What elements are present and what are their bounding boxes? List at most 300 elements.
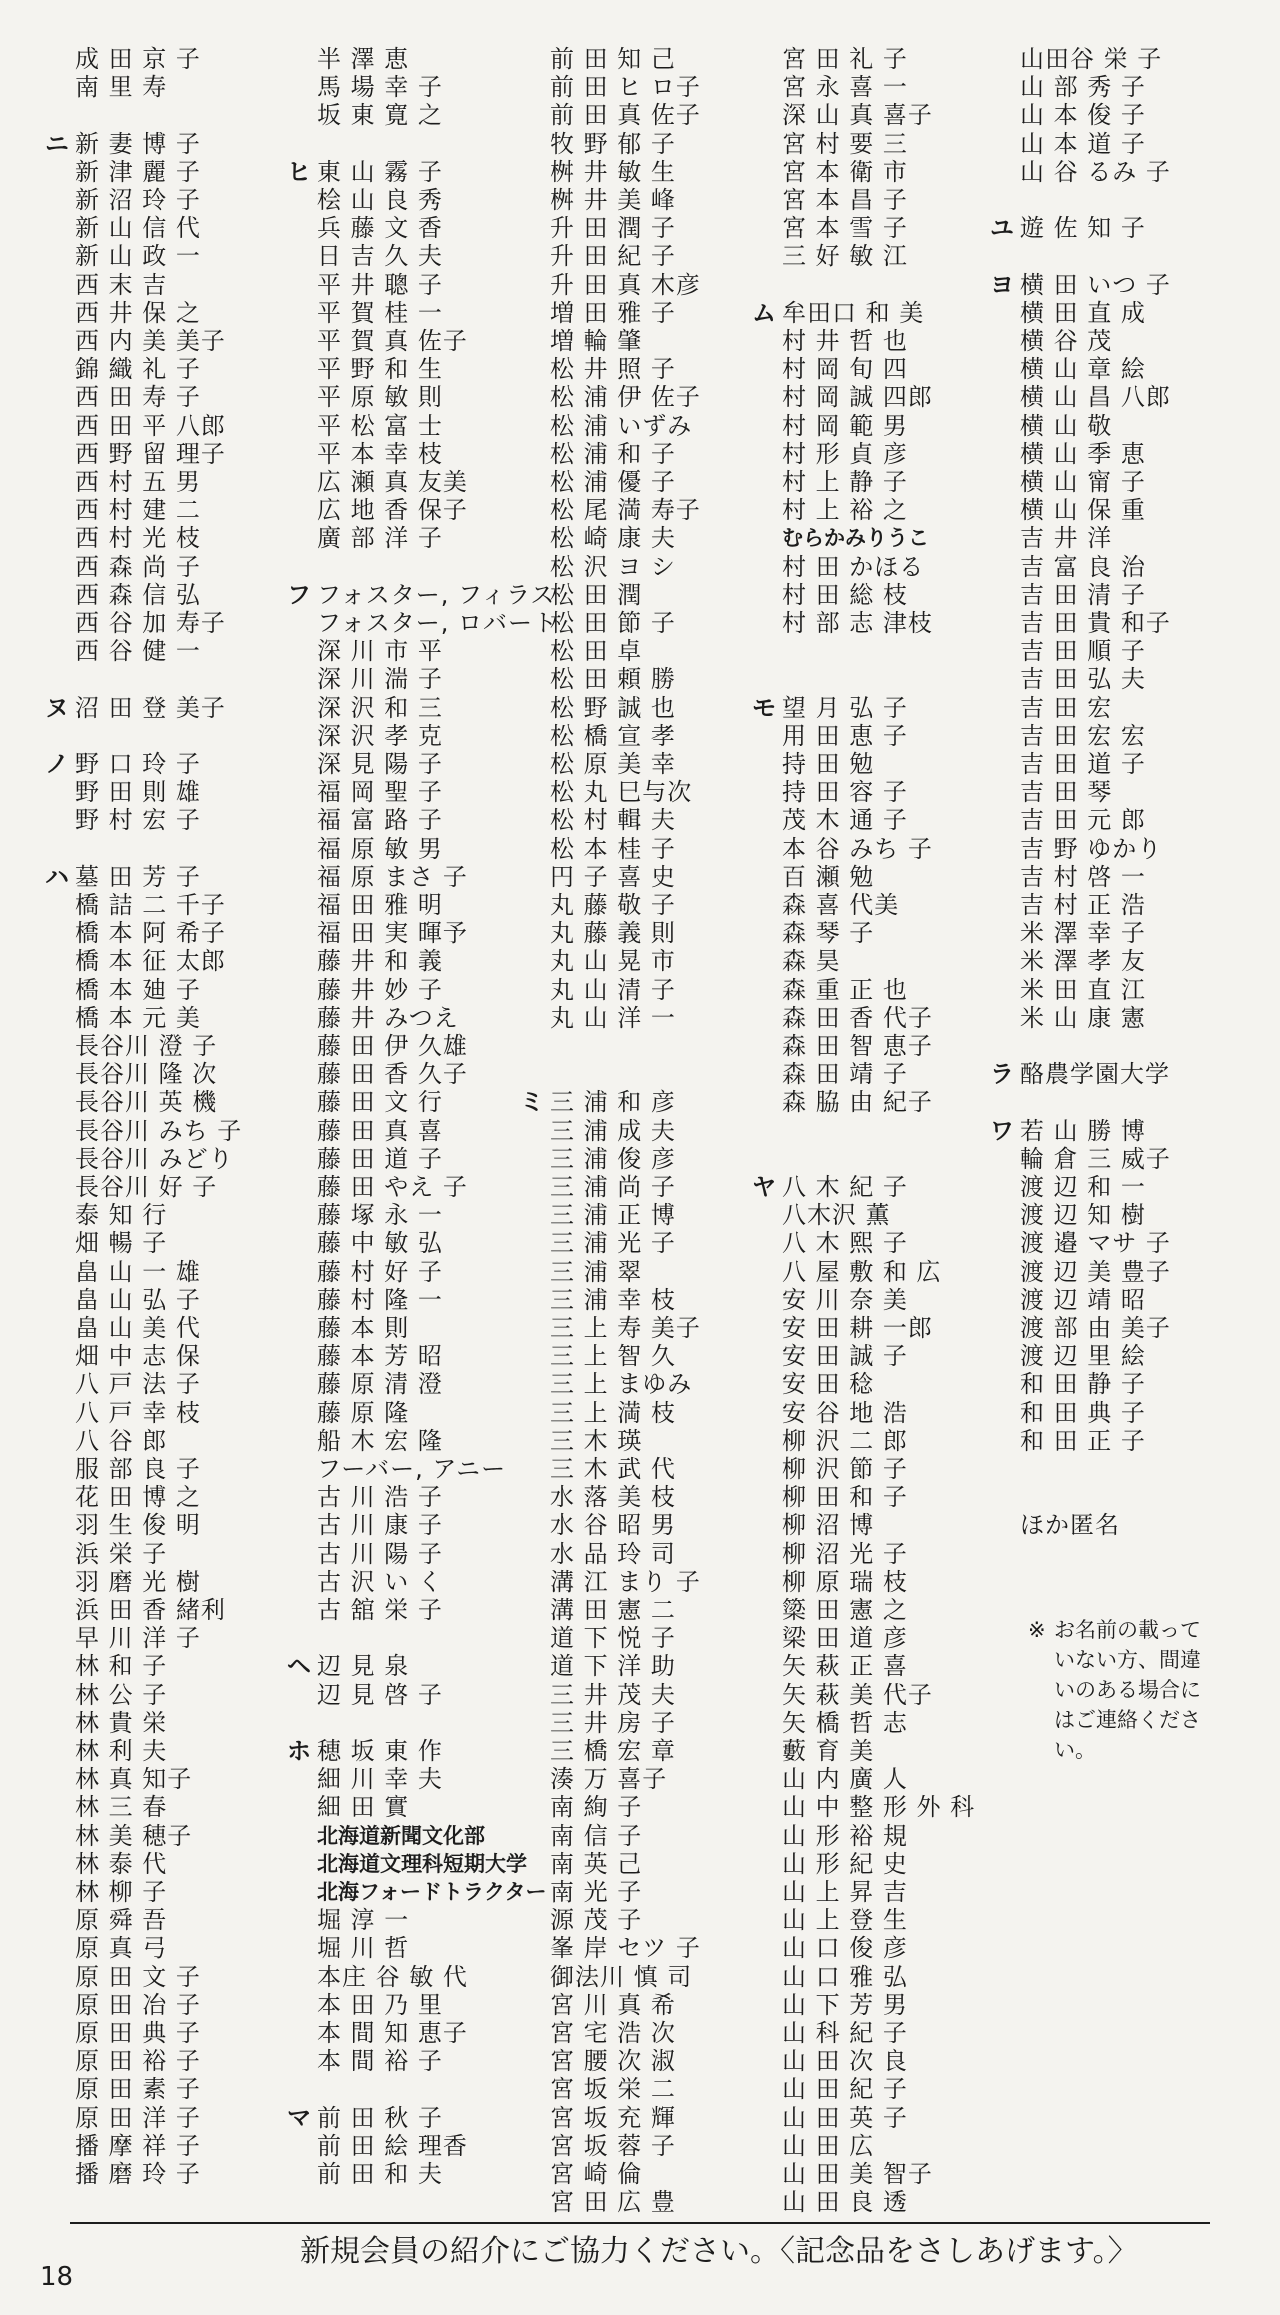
member-name: 水 谷 昭 男 (550, 1511, 676, 1540)
member-name: 北海フォードトラクター (317, 1880, 547, 1904)
member-name: フォスター, フィラス (317, 580, 556, 609)
member-name: 宮 永 喜 一 (782, 73, 908, 102)
member-name: 畑 中 志 保 (75, 1342, 201, 1371)
member-name: 長谷川 英 機 (75, 1088, 218, 1117)
member-name: 北海道新聞文化部 (317, 1823, 485, 1848)
member-name: 播 摩 祥 子 (75, 2131, 201, 2160)
member-name: 林 利 夫 (75, 1737, 168, 1765)
member-name: 米 山 康 憲 (1020, 1003, 1146, 1032)
member-name: 畠 山 弘 子 (75, 1285, 201, 1314)
member-name: 橋 本 元 美 (75, 1003, 201, 1032)
kana-index-letter: ニ (45, 129, 69, 158)
member-name: 吉 村 啓 一 (1020, 862, 1146, 891)
member-name: 藤 原 清 澄 (317, 1370, 443, 1399)
member-name: 持 田 勉 (782, 750, 875, 778)
member-name: 松 沢 ヨ シ (550, 552, 676, 581)
member-name: 山 形 紀 史 (782, 1849, 908, 1878)
member-name: 桧 山 良 秀 (317, 186, 443, 214)
member-name: 松 崎 康 夫 (550, 524, 676, 553)
member-name: 森 重 正 也 (782, 975, 908, 1004)
member-name: 横 谷 茂 (1020, 327, 1113, 355)
member-name: 森 喜 代美 (782, 891, 900, 919)
member-name: 吉 富 良 治 (1020, 552, 1146, 581)
member-name: 吉 田 元 郎 (1020, 806, 1146, 835)
kana-index-letter: ノ (45, 750, 69, 778)
member-name: 道 下 洋 助 (550, 1652, 676, 1681)
member-name: 藤 村 好 子 (317, 1257, 443, 1286)
member-name: 堀 川 哲 (317, 1934, 410, 1963)
member-name: 三 浦 幸 枝 (550, 1285, 676, 1314)
member-name: 花 田 博 之 (75, 1483, 201, 1512)
member-name: 林 貴 栄 (75, 1708, 168, 1737)
member-name: 浜 田 香 緒利 (75, 1596, 226, 1624)
member-name: 山 内 廣 人 (782, 1765, 908, 1794)
member-name: 丸 山 清 子 (550, 975, 676, 1004)
member-name: 堀 淳 一 (317, 1906, 410, 1935)
member-name: 宮 村 要 三 (782, 129, 908, 158)
member-name: 升 田 真 木彦 (550, 270, 701, 299)
member-name: 早 川 洋 子 (75, 1624, 201, 1653)
member-name: 橋 本 征 太郎 (75, 947, 226, 976)
member-name: 渡 辺 美 豊子 (1020, 1257, 1171, 1286)
member-name: 西 谷 健 一 (75, 637, 201, 666)
member-name: 山 形 裕 規 (782, 1821, 908, 1850)
member-name: 宮 崎 倫 (550, 2160, 643, 2188)
footer-rule (70, 2222, 1210, 2224)
member-name: 丸 山 晃 市 (550, 947, 676, 976)
member-name: 三 上 寿 美子 (550, 1314, 701, 1342)
member-name: 松 尾 満 寿子 (550, 496, 701, 525)
member-name: 米 田 直 江 (1020, 975, 1146, 1004)
member-name: 渡 邉 マサ 子 (1020, 1229, 1171, 1258)
member-name: 藤 本 芳 昭 (317, 1342, 443, 1371)
member-name: 松 田 節 子 (550, 609, 676, 637)
member-name: 長谷川 みどり (75, 1144, 234, 1173)
member-name: 古 沢 い く (317, 1567, 443, 1596)
member-name: 宮 腰 次 淑 (550, 2047, 676, 2076)
member-name: 吉 田 清 子 (1020, 580, 1146, 609)
member-name: 三 浦 尚 子 (550, 1173, 676, 1201)
member-name: 福 富 路 子 (317, 806, 443, 835)
member-name: 藤 井 和 義 (317, 947, 443, 976)
member-name: 和 田 静 子 (1020, 1370, 1146, 1399)
member-name: 新 妻 博 子 (75, 129, 201, 158)
member-name: 山 田 良 透 (782, 2188, 908, 2217)
member-name: 野 田 則 雄 (75, 778, 201, 807)
member-name: 林 公 子 (75, 1680, 168, 1709)
member-name: 藤 田 道 子 (317, 1144, 443, 1173)
member-name: 村 岡 範 男 (782, 411, 908, 440)
member-name: 平 原 敏 則 (317, 383, 443, 412)
member-name: 山 本 道 子 (1020, 129, 1146, 158)
member-name: 松 井 照 子 (550, 355, 676, 384)
member-name: 松 野 誠 也 (550, 693, 676, 722)
member-name: 泰 知 行 (75, 1201, 168, 1230)
member-name: 西 森 信 弘 (75, 580, 201, 609)
member-name: 西 田 平 八郎 (75, 411, 226, 440)
member-name: 藪 育 美 (782, 1737, 875, 1765)
member-name: 錦 織 礼 子 (75, 355, 201, 384)
member-name: 本 間 知 恵子 (317, 2019, 468, 2047)
member-name: 三 木 武 代 (550, 1455, 676, 1483)
kana-index-letter: ヨ (990, 270, 1014, 299)
member-name: ほか匿名 (1020, 1511, 1120, 1540)
member-name: 道 下 悦 子 (550, 1624, 676, 1653)
member-name: 広 瀬 真 友美 (317, 468, 468, 496)
member-name: 松 田 卓 (550, 637, 643, 666)
member-name: 横 山 季 恵 (1020, 439, 1146, 468)
member-name: 西 末 吉 (75, 270, 168, 299)
member-name: 吉 井 洋 (1020, 524, 1113, 553)
member-name: 山 口 雅 弘 (782, 1962, 908, 1991)
member-name: 三 浦 和 彦 (550, 1088, 676, 1117)
member-name: 簗 田 憲 之 (782, 1596, 908, 1624)
member-name: 馬 場 幸 子 (317, 73, 443, 102)
member-name: 原 田 典 子 (75, 2019, 201, 2047)
member-name: 溝 田 憲 二 (550, 1596, 676, 1624)
member-name: 百 瀬 勉 (782, 862, 875, 891)
kana-index-letter: ラ (990, 1060, 1014, 1089)
member-name: 前 田 絵 理香 (317, 2131, 468, 2160)
member-name: 深 沢 和 三 (317, 693, 443, 722)
member-name: 前 田 知 己 (550, 45, 676, 73)
member-name: 安 田 稔 (782, 1370, 875, 1399)
member-name: 原 田 洋 子 (75, 2103, 201, 2132)
kana-index-letter: フ (287, 580, 311, 609)
member-name: 東 山 霧 子 (317, 157, 443, 186)
member-name: 古 舘 栄 子 (317, 1596, 443, 1624)
member-name: 吉 野 ゆかり (1020, 834, 1163, 863)
page-number: 18 (40, 2262, 74, 2292)
member-name: 前 田 ヒ ロ子 (550, 73, 701, 102)
member-name: 矢 萩 美 代子 (782, 1680, 933, 1709)
member-name: 渡 辺 知 樹 (1020, 1201, 1146, 1230)
member-name: 林 泰 代 (75, 1849, 168, 1878)
member-name: 山 谷 るみ 子 (1020, 157, 1171, 186)
member-name: 丸 藤 敬 子 (550, 891, 676, 919)
member-name: 古 川 浩 子 (317, 1483, 443, 1512)
member-name: 吉 田 宏 宏 (1020, 721, 1146, 750)
member-name: 野 村 宏 子 (75, 806, 201, 835)
member-name: 村 岡 旬 四 (782, 355, 908, 384)
member-name: 原 舜 吾 (75, 1906, 168, 1935)
member-name: 三 井 房 子 (550, 1708, 676, 1737)
member-name: 柳 原 瑞 枝 (782, 1567, 908, 1596)
member-name: 柳 沼 博 (782, 1511, 875, 1540)
kana-index-letter: ム (752, 298, 776, 327)
member-name: 藤 中 敏 弘 (317, 1229, 443, 1258)
member-name: 吉 田 順 子 (1020, 637, 1146, 666)
member-name: 深 川 市 平 (317, 637, 443, 666)
member-name: 南 信 子 (550, 1821, 643, 1850)
kana-index-letter: ヘ (287, 1652, 311, 1681)
member-name: 遊 佐 知 子 (1020, 214, 1146, 243)
member-name: 森 昊 (782, 947, 841, 976)
member-name: 八 屋 敷 和 広 (782, 1257, 942, 1286)
note-mark: ※ (1028, 1618, 1046, 1642)
member-name: 藤 村 隆 一 (317, 1285, 443, 1314)
member-name: 藤 井 みつえ (317, 1003, 459, 1032)
member-name: 前 田 真 佐子 (550, 101, 701, 130)
member-name: 原 田 文 子 (75, 1962, 201, 1991)
member-name: 南 絢 子 (550, 1793, 643, 1822)
member-name: 渡 辺 靖 昭 (1020, 1285, 1146, 1314)
member-name: 藤 田 真 喜 (317, 1116, 443, 1145)
member-name: 長谷川 澄 子 (75, 1032, 218, 1060)
member-name: 三 木 瑛 (550, 1426, 643, 1455)
member-name: 吉 田 貴 和子 (1020, 609, 1171, 637)
member-name: 船 木 宏 隆 (317, 1426, 443, 1455)
member-name: 平 賀 真 佐子 (317, 327, 468, 355)
member-name: 矢 橋 哲 志 (782, 1708, 908, 1737)
member-name: 西 野 留 理子 (75, 439, 226, 468)
member-name: 西 田 寿 子 (75, 383, 201, 412)
footer-notice: 新規会員の紹介にご協力ください。〈記念品をさしあげます。〉 (300, 2234, 1138, 2269)
kana-index-letter: モ (752, 693, 776, 722)
member-name: 八 戸 法 子 (75, 1370, 201, 1399)
member-name: 橋 詰 二 千子 (75, 891, 226, 919)
kana-index-letter: ミ (520, 1088, 544, 1117)
member-name: 宮 田 礼 子 (782, 45, 908, 73)
member-name: 林 美 穂子 (75, 1821, 193, 1850)
member-name: 深 見 陽 子 (317, 750, 443, 778)
member-name: 長谷川 隆 次 (75, 1060, 218, 1089)
member-name: 藤 田 文 行 (317, 1088, 443, 1117)
member-name: 宮 本 昌 子 (782, 186, 908, 214)
member-name: 野 口 玲 子 (75, 750, 201, 778)
member-name: 半 澤 恵 (317, 45, 410, 73)
member-name: 松 田 潤 (550, 580, 643, 609)
member-name: 長谷川 みち 子 (75, 1116, 243, 1145)
member-name: 本 谷 みち 子 (782, 834, 933, 863)
member-name: 坂 東 寛 之 (317, 101, 443, 130)
member-name: 畑 暢 子 (75, 1229, 168, 1258)
member-name: 南 光 子 (550, 1878, 643, 1906)
member-name: 山 田 次 良 (782, 2047, 908, 2076)
member-name: 服 部 良 子 (75, 1455, 201, 1483)
member-name: 林 真 知子 (75, 1765, 193, 1794)
member-name: 横 田 直 成 (1020, 298, 1146, 327)
member-name: 橋 本 廸 子 (75, 975, 201, 1004)
member-name: 柳 田 和 子 (782, 1483, 908, 1512)
member-name: 村 田 かほる (782, 552, 925, 581)
member-name: 福 田 実 暉予 (317, 919, 468, 948)
member-name: 升 田 潤 子 (550, 214, 676, 243)
member-name: 溝 江 まり 子 (550, 1567, 701, 1596)
member-name: 福 原 敏 男 (317, 834, 443, 863)
member-name: 村 田 総 枝 (782, 580, 908, 609)
member-name: 山 田 英 子 (782, 2103, 908, 2132)
member-name: 宮 本 衛 市 (782, 157, 908, 186)
member-name: 古 川 康 子 (317, 1511, 443, 1540)
member-name: 深 山 真 喜子 (782, 101, 933, 130)
member-name: 円 子 喜 史 (550, 862, 676, 891)
member-name: 吉 田 宏 (1020, 693, 1113, 722)
member-name: 増 輪 肇 (550, 327, 643, 355)
member-name: 森 田 智 恵子 (782, 1032, 933, 1060)
member-name: 村 上 裕 之 (782, 496, 908, 525)
member-name: 柳 沢 二 郎 (782, 1426, 908, 1455)
member-name: 丸 山 洋 一 (550, 1003, 676, 1032)
member-name: 丸 藤 義 則 (550, 919, 676, 948)
member-name: 渡 部 由 美子 (1020, 1314, 1171, 1342)
member-name: 宮 宅 浩 次 (550, 2019, 676, 2047)
member-name: 深 沢 孝 克 (317, 721, 443, 750)
member-name: 新 沼 玲 子 (75, 186, 201, 214)
member-name: 茂 木 通 子 (782, 806, 908, 835)
member-name: 村 井 哲 也 (782, 327, 908, 355)
member-name: 米 澤 孝 友 (1020, 947, 1146, 976)
member-name: 羽 磨 光 樹 (75, 1567, 201, 1596)
member-name: 西 村 五 男 (75, 468, 201, 496)
member-name: 八 谷 郎 (75, 1426, 168, 1455)
member-name: 村 上 静 子 (782, 468, 908, 496)
member-name: 西 村 建 二 (75, 496, 201, 525)
member-name: 平 松 富 士 (317, 411, 443, 440)
member-name: 宮 川 真 希 (550, 1990, 676, 2019)
member-name: 松 原 美 幸 (550, 750, 676, 778)
member-name: 和 田 正 子 (1020, 1426, 1146, 1455)
member-name: 原 田 素 子 (75, 2075, 201, 2104)
member-name: 水 品 玲 司 (550, 1539, 676, 1568)
member-name: 藤 本 則 (317, 1314, 410, 1342)
member-name: 平 賀 桂 一 (317, 298, 443, 327)
member-name: 横 田 いつ 子 (1020, 270, 1171, 299)
member-name: 三 浦 光 子 (550, 1229, 676, 1258)
member-name: 山 田 広 (782, 2131, 875, 2160)
member-name: 羽 生 俊 明 (75, 1511, 201, 1540)
member-name: 湊 万 喜子 (550, 1765, 668, 1794)
member-name: 前 田 和 夫 (317, 2160, 443, 2188)
member-name: 浜 栄 子 (75, 1539, 168, 1568)
member-name: 本庄 谷 敏 代 (317, 1962, 468, 1991)
member-name: 安 川 奈 美 (782, 1285, 908, 1314)
kana-index-letter: ユ (990, 214, 1014, 243)
member-name: 山 上 昇 吉 (782, 1878, 908, 1906)
member-name: 渡 辺 里 絵 (1020, 1342, 1146, 1371)
member-name: 矢 萩 正 喜 (782, 1652, 908, 1681)
member-name: 横 山 敬 (1020, 411, 1113, 440)
member-name: 兵 藤 文 香 (317, 214, 443, 243)
member-name: 三 浦 成 夫 (550, 1116, 676, 1145)
member-name: 輪 倉 三 威子 (1020, 1144, 1171, 1173)
member-name: 山 田 美 智子 (782, 2160, 933, 2188)
member-name: 八 戸 幸 枝 (75, 1398, 201, 1427)
member-name: 松 丸 巳与次 (550, 778, 693, 807)
member-name: 新 津 麗 子 (75, 157, 201, 186)
kana-index-letter: ヒ (287, 157, 311, 186)
member-name: 三 上 まゆみ (550, 1370, 693, 1399)
member-name: 山 上 登 生 (782, 1906, 908, 1935)
member-name: 桝 井 美 峰 (550, 186, 676, 214)
member-name: 穂 坂 東 作 (317, 1737, 443, 1765)
member-name: 宮 坂 充 輝 (550, 2103, 676, 2132)
member-name: 八 木 紀 子 (782, 1173, 908, 1201)
member-name: 成 田 京 子 (75, 45, 201, 73)
member-name: 三 浦 正 博 (550, 1201, 676, 1230)
member-name: 畠 山 一 雄 (75, 1257, 201, 1286)
member-name: 柳 沢 節 子 (782, 1455, 908, 1483)
member-name: 平 野 和 生 (317, 355, 443, 384)
member-name: 酪農学園大学 (1020, 1060, 1170, 1089)
member-name: 細 田 實 (317, 1793, 410, 1822)
member-name: 南 里 寿 (75, 73, 168, 102)
member-name: 森 田 香 代子 (782, 1003, 933, 1032)
member-name: 藤 井 妙 子 (317, 975, 443, 1004)
member-name: 新 山 政 一 (75, 242, 201, 271)
member-name: 峯 岸 セツ 子 (550, 1934, 701, 1963)
member-name: 吉 田 道 子 (1020, 750, 1146, 778)
member-name: 宮 坂 栄 二 (550, 2075, 676, 2104)
member-name: 廣 部 洋 子 (317, 524, 443, 553)
member-name: 林 三 春 (75, 1793, 168, 1822)
member-name: 山 下 芳 男 (782, 1990, 908, 2019)
kana-index-letter: ワ (990, 1116, 1014, 1145)
member-name: 西 井 保 之 (75, 298, 201, 327)
member-name: 三 橋 宏 章 (550, 1737, 676, 1765)
member-name: 源 茂 子 (550, 1906, 643, 1935)
member-name: 原 真 弓 (75, 1934, 168, 1963)
member-name: 山 中 整 形 外 科 (782, 1793, 976, 1822)
member-name: 松 本 桂 子 (550, 834, 676, 863)
member-name: 福 岡 聖 子 (317, 778, 443, 807)
member-name: 細 川 幸 夫 (317, 1765, 443, 1794)
member-name: 墓 田 芳 子 (75, 862, 201, 891)
member-name: 松 浦 いずみ (550, 411, 693, 440)
member-name: 西 谷 加 寿子 (75, 609, 226, 637)
member-name: 宮 田 広 豊 (550, 2188, 676, 2217)
member-name: 畠 山 美 代 (75, 1314, 201, 1342)
kana-index-letter: ハ (45, 862, 69, 891)
member-name: 安 谷 地 浩 (782, 1398, 908, 1427)
member-name: 梁 田 道 彦 (782, 1624, 908, 1653)
member-name: 松 村 輯 夫 (550, 806, 676, 835)
member-name: 本 間 裕 子 (317, 2047, 443, 2076)
member-name: 水 落 美 枝 (550, 1483, 676, 1512)
member-name: 山 科 紀 子 (782, 2019, 908, 2047)
member-name: 広 地 香 保子 (317, 496, 468, 525)
member-name: 西 村 光 枝 (75, 524, 201, 553)
member-name: 柳 沼 光 子 (782, 1539, 908, 1568)
member-name: 横 山 昌 八郎 (1020, 383, 1171, 412)
member-name: 望 月 弘 子 (782, 693, 908, 722)
member-name: 増 田 雅 子 (550, 298, 676, 327)
member-name: 松 浦 伊 佐子 (550, 383, 701, 412)
member-name: 山 口 俊 彦 (782, 1934, 908, 1963)
member-name: 日 吉 久 夫 (317, 242, 443, 271)
member-name: 新 山 信 代 (75, 214, 201, 243)
member-name: 林 柳 子 (75, 1878, 168, 1906)
member-name: 福 原 まさ 子 (317, 862, 468, 891)
member-name: 原 田 冶 子 (75, 1990, 201, 2019)
member-name: フーバー, アニー (317, 1455, 507, 1483)
member-name: 宮 本 雪 子 (782, 214, 908, 243)
member-name: 御法川 慎 司 (550, 1962, 693, 1991)
member-name: 山 本 俊 子 (1020, 101, 1146, 130)
member-name: 吉 田 琴 (1020, 778, 1113, 807)
member-name: 播 磨 玲 子 (75, 2160, 201, 2188)
member-name: 宮 坂 蓉 子 (550, 2131, 676, 2160)
member-name: 三 浦 翠 (550, 1257, 643, 1286)
member-name: 前 田 秋 子 (317, 2103, 443, 2132)
member-name: 横 山 保 重 (1020, 496, 1146, 525)
kana-index-letter: ヌ (45, 693, 69, 722)
member-name: 藤 田 香 久子 (317, 1060, 468, 1089)
member-name: 藤 田 やえ 子 (317, 1173, 468, 1201)
member-name: 松 浦 優 子 (550, 468, 676, 496)
member-name: 三 好 敏 江 (782, 242, 908, 271)
member-name: 深 川 湍 子 (317, 665, 443, 694)
